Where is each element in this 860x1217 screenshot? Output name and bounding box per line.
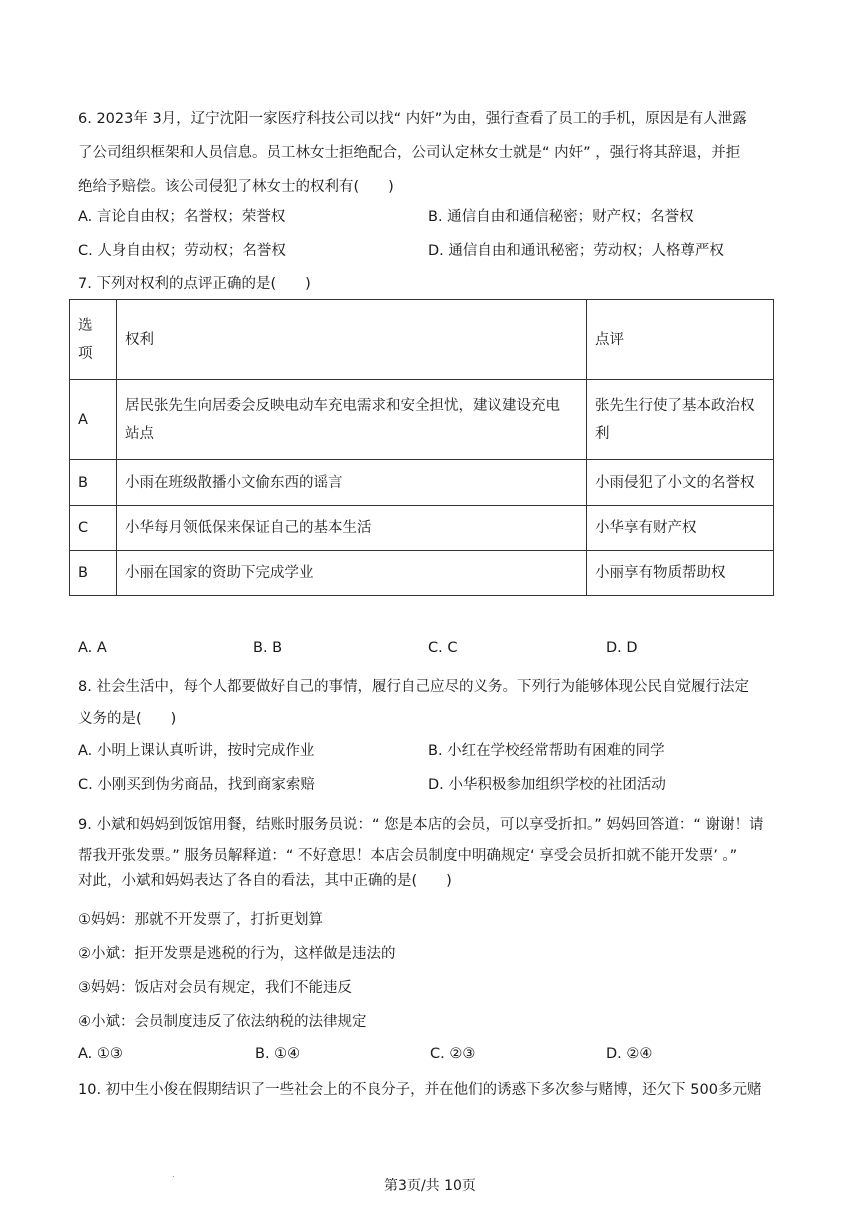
q8-stem-line1: 8. 社会生活中，每个人都要做好自己的事情，履行自己应尽的义务。下列行为能够体现公民自觉履行法定 bbox=[78, 679, 749, 695]
row-comment: 小丽享有物质帮助权 bbox=[587, 551, 774, 596]
q9-statement-4: ④小斌：会员制度违反了依法纳税的法律规定 bbox=[78, 1014, 367, 1030]
row-comment bbox=[587, 380, 774, 460]
row-comment-line1: 张先生行使了基本政治权 bbox=[595, 397, 755, 414]
q7-stem: 7. 下列对权利的点评正确的是( ) bbox=[78, 276, 311, 292]
q9-stem-line1: 9. 小斌和妈妈到饭馆用餐，结账时服务员说：“ 您是本店的会员，可以享受折扣。” 妈妈回答道：“ 谢谢！请 bbox=[78, 817, 764, 833]
row-right bbox=[117, 380, 587, 460]
table-header-row bbox=[70, 300, 774, 380]
q8-option-a: A. 小明上课认真听讲，按时完成作业 bbox=[78, 743, 315, 759]
header-option bbox=[70, 300, 117, 380]
table-row bbox=[70, 380, 774, 460]
table-row bbox=[70, 506, 774, 551]
row-right: 小丽在国家的资助下完成学业 bbox=[117, 551, 587, 596]
q9-statement-3: ③妈妈：饭店对会员有规定，我们不能违反 bbox=[78, 980, 352, 996]
q6-option-c: C. 人身自由权；劳动权；名誉权 bbox=[78, 243, 286, 259]
q6-stem-line2: 了公司组织框架和人员信息。员工林女士拒绝配合，公司认定林女士就是“ 内奸” ，强行将其辞退，并拒 bbox=[78, 145, 741, 161]
q9-stem-line3: 对此，小斌和妈妈表达了各自的看法，其中正确的是( ) bbox=[78, 873, 452, 889]
q6-option-a: A. 言论自由权；名誉权；荣誉权 bbox=[78, 209, 286, 225]
q9-option-d: D. ②④ bbox=[606, 1046, 653, 1062]
q6-option-d: D. 通信自由和通讯秘密；劳动权；人格尊严权 bbox=[428, 243, 724, 259]
header-right: 权利 bbox=[117, 300, 587, 380]
q8-stem-line2: 义务的是( ) bbox=[78, 711, 177, 727]
row-option: C bbox=[70, 506, 117, 551]
row-comment-line2: 利 bbox=[595, 425, 610, 442]
page-number: 第3页/共 10页 bbox=[384, 1178, 476, 1194]
q8-option-c: C. 小刚买到伪劣商品，找到商家索赔 bbox=[78, 777, 315, 793]
row-right-line2: 站点 bbox=[125, 425, 154, 442]
q9-option-a: A. ①③ bbox=[78, 1046, 123, 1062]
row-right-line1: 居民张先生向居委会反映电动车充电需求和安全担忧，建议建设充电 bbox=[125, 397, 560, 414]
header-option-part2: 项 bbox=[78, 345, 93, 362]
q7-option-a: A. A bbox=[78, 640, 107, 656]
q8-option-d: D. 小华积极参加组织学校的社团活动 bbox=[428, 777, 666, 793]
q6-stem-line3: 绝给予赔偿。该公司侵犯了林女士的权利有( ) bbox=[78, 179, 394, 195]
q10-stem-line1: 10. 初中生小俊在假期结识了一些社会上的不良分子，并在他们的诱惑下多次参与赌博，还欠下 500多元赌 bbox=[78, 1082, 762, 1098]
q7-option-b: B. B bbox=[253, 640, 283, 656]
row-option: B bbox=[70, 551, 117, 596]
q9-statement-1: ①妈妈：那就不开发票了，打折更划算 bbox=[78, 912, 323, 928]
q9-option-c: C. ②③ bbox=[430, 1046, 476, 1062]
q6-stem-line1: 6. 2023年 3月，辽宁沈阳一家医疗科技公司以找“ 内奸”为由，强行查看了员工的手机，原因是有人泄露 bbox=[78, 111, 747, 127]
header-comment: 点评 bbox=[587, 300, 774, 380]
table-row bbox=[70, 551, 774, 596]
row-option: A bbox=[70, 380, 117, 460]
row-right: 小雨在班级散播小文偷东西的谣言 bbox=[117, 460, 587, 506]
row-right: 小华每月领低保来保证自己的基本生活 bbox=[117, 506, 587, 551]
q7-option-d: D. D bbox=[606, 640, 638, 656]
q6-option-b: B. 通信自由和通信秘密；财产权；名誉权 bbox=[428, 209, 694, 225]
q9-statement-2: ②小斌：拒开发票是逃税的行为，这样做是违法的 bbox=[78, 946, 396, 962]
header-option-part1: 选 bbox=[78, 317, 93, 334]
q8-option-b: B. 小红在学校经常帮助有困难的同学 bbox=[428, 743, 665, 759]
row-option: B bbox=[70, 460, 117, 506]
row-comment: 小雨侵犯了小文的名誉权 bbox=[587, 460, 774, 506]
footer-mark: . bbox=[172, 1170, 175, 1179]
q9-option-b: B. ①④ bbox=[255, 1046, 301, 1062]
q9-stem-line2: 帮我开张发票。” 服务员解释道：“ 不好意思！本店会员制度中明确规定‘ 享受会员折扣就不能开发票’ 。” bbox=[78, 848, 738, 864]
row-comment: 小华享有财产权 bbox=[587, 506, 774, 551]
table-row bbox=[70, 460, 774, 506]
q7-table bbox=[69, 299, 774, 596]
q7-option-c: C. C bbox=[428, 640, 458, 656]
